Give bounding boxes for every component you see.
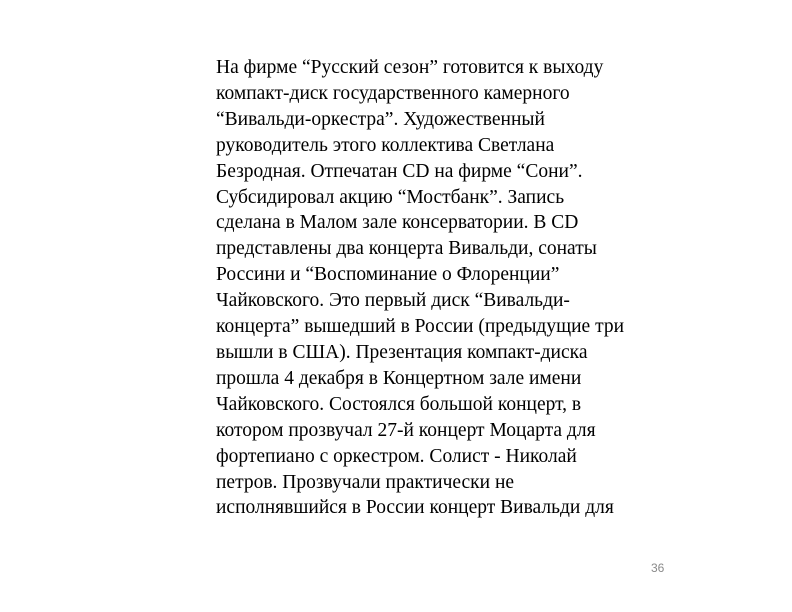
text-line: исполнявшийся в России концерт Вивальди для (216, 497, 614, 519)
text-line: Чайковского. Это первый диск “Вивальди- (216, 290, 570, 312)
body-text (216, 55, 686, 521)
text-line: На фирме “Русский сезон” готовится к выходу (216, 57, 604, 78)
text-line: фортепиано с оркестром. Солист - Николай (216, 445, 577, 467)
text-line: прошла 4 декабря в Концертном зале имени (216, 367, 582, 389)
text-line: “Вивальди-оркестра”. Художественный (216, 108, 545, 130)
text-line: Субсидировал акцию “Мостбанк”. Запись (216, 186, 565, 208)
text-line: котором прозвучал 27-й концерт Моцарта для (216, 419, 596, 441)
text-line: Россини и “Воспоминание о Флоренции” (216, 264, 560, 286)
text-line: вышли в США). Презентация компакт-диска (216, 341, 588, 363)
text-line: руководитель этого коллектива Светлана (216, 134, 555, 156)
page-number: 36 (651, 561, 665, 575)
text-line: петров. Прозвучали практически не (216, 471, 515, 493)
text-line: Безродная. Отпечатан CD на фирме “Сони”. (216, 160, 583, 182)
text-line: сделана в Малом зале консерватории. В CD (216, 212, 579, 234)
text-line: компакт-диск государственного камерного (216, 82, 570, 104)
text-line: представлены два концерта Вивальди, сонаты (216, 238, 597, 260)
text-line: Чайковского. Состоялся большой концерт, в (216, 393, 582, 415)
text-line: концерта” вышедший в России (предыдущие три (216, 316, 625, 338)
